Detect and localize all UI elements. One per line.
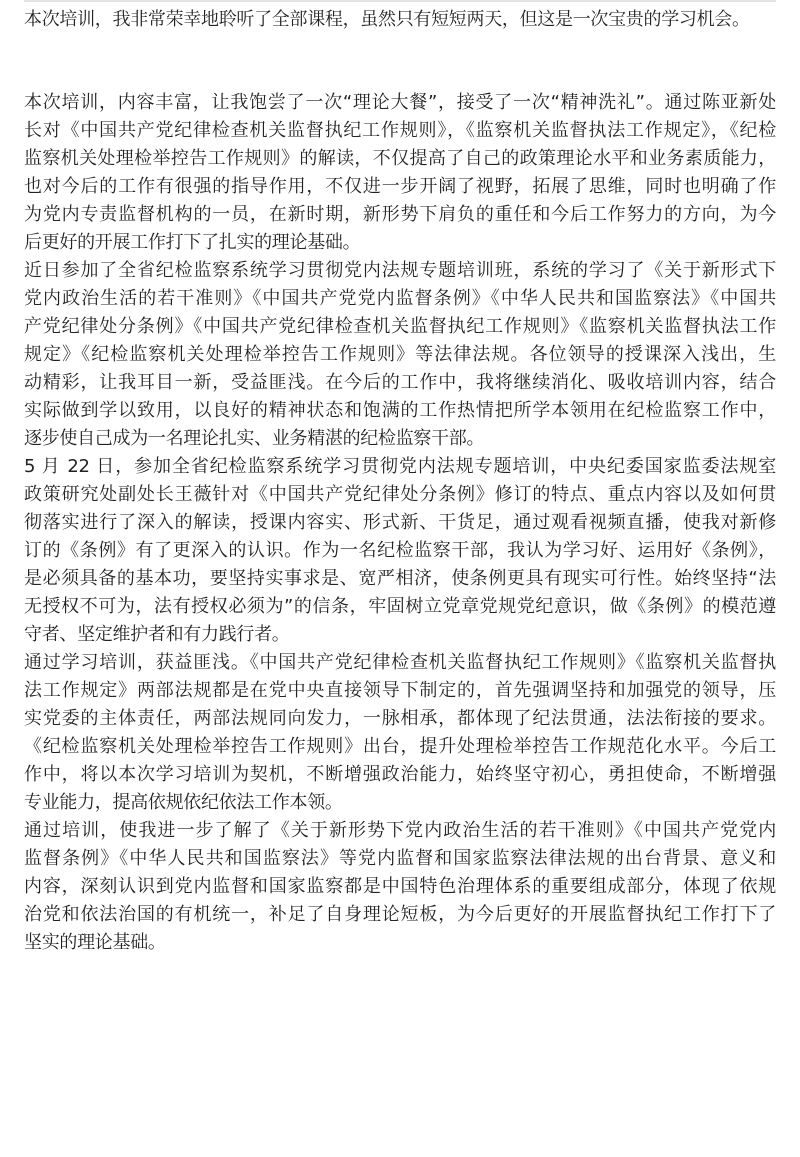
text-line: 坚实的理论基础。 <box>24 932 166 953</box>
text-line: 也对今后的工作有很强的指导作用，不仅进一步开阔了视野，拓展了思维，同时也明确了作 <box>24 176 776 197</box>
text-line: 法工作规定》两部法规都是在党中央直接领导下制定的，首先强调坚持和加强党的领导，压 <box>24 680 776 701</box>
text-line: 作中，将以本次学习培训为契机，不断增强政治能力，始终坚守初心，勇担使命，不断增强 <box>24 764 776 785</box>
text-line: 监督条例》《中华人民共和国监察法》等党内监督和国家监察法律法规的出台背景、意义和 <box>24 848 776 869</box>
text-line: 通过培训，使我进一步了解了《关于新形势下党内政治生活的若干准则》《中国共产党党内 <box>24 820 776 841</box>
text-line: 本次培训，我非常荣幸地聆听了全部课程，虽然只有短短两天，但这是一次宝贵的学习机会。 <box>24 9 750 30</box>
text-line: 动精彩，让我耳目一新，受益匪浅。在今后的工作中，我将继续消化、吸收培训内容，结合 <box>24 372 776 393</box>
text-line: 5 月 22 日，参加全省纪检监察系统学习贯彻党内法规专题培训，中央纪委国家监委法规室 <box>24 456 776 477</box>
text-line: 后更好的开展工作打下了扎实的理论基础。 <box>24 232 361 253</box>
text-line: 专业能力，提高依规依纪依法工作本领。 <box>24 792 343 813</box>
text-line: 逐步使自己成为一名理论扎实、业务精湛的纪检监察干部。 <box>24 428 485 449</box>
text-line: 为党内专责监督机构的一员，在新时期，新形势下肩负的重任和今后工作努力的方向，为今 <box>24 204 776 225</box>
text-line: 长对《中国共产党纪律检查机关监督执纪工作规则》，《监察机关监督执法工作规定》，《纪检 <box>24 120 776 141</box>
text-line: 治党和依法治国的有机统一，补足了自身理论短板，为今后更好的开展监督执纪工作打下了 <box>24 904 776 925</box>
text-line: 无授权不可为，法有授权必须为”的信条，牢固树立党章党规党纪意识，做《条例》的模范遵 <box>24 596 776 617</box>
paragraph <box>24 817 776 957</box>
text-line: 本次培训，内容丰富，让我饱尝了一次“理论大餐”，接受了一次“精神洗礼”。通过陈亚新处 <box>24 92 776 113</box>
intro-paragraph <box>24 6 776 34</box>
text-line: 《纪检监察机关处理检举控告工作规则》出台，提升处理检举控告工作规范化水平。今后工 <box>24 736 776 757</box>
paragraph <box>24 89 776 257</box>
text-line: 政策研究处副处长王薇针对《中国共产党纪律处分条例》修订的特点、重点内容以及如何贯 <box>24 484 776 505</box>
text-line: 内容，深刻认识到党内监督和国家监察都是中国特色治理体系的重要组成部分，体现了依规 <box>24 876 776 897</box>
text-line: 党内政治生活的若干准则》《中国共产党党内监督条例》《中华人民共和国监察法》《中国共 <box>24 288 776 309</box>
text-line: 彻落实进行了深入的解读，授课内容实、形式新、干货足，通过观看视频直播，使我对新修 <box>24 512 776 533</box>
text-line: 通过学习培训，获益匪浅。《中国共产党纪律检查机关监督执纪工作规则》《监察机关监督执 <box>24 652 776 673</box>
paragraph <box>24 257 776 453</box>
text-line: 是必须具备的基本功，要坚持实事求是、宽严相济，使条例更具有现实可行性。始终坚持“法 <box>24 568 776 589</box>
paragraph <box>24 649 776 817</box>
text-line: 守者、坚定维护者和有力践行者。 <box>24 624 290 645</box>
document-body <box>24 6 776 957</box>
text-line: 产党纪律处分条例》《中国共产党纪律检查机关监督执纪工作规则》《监察机关监督执法工作 <box>24 316 776 337</box>
text-line: 规定》《纪检监察机关处理检举控告工作规则》等法律法规。各位领导的授课深入浅出，生 <box>24 344 776 365</box>
paragraph <box>24 453 776 649</box>
cut-off-text-line <box>24 0 776 4</box>
text-line: 监察机关处理检举控告工作规则》的解读，不仅提高了自己的政策理论水平和业务素质能力， <box>24 148 776 169</box>
text-line: 订的《条例》有了更深入的认识。作为一名纪检监察干部，我认为学习好、运用好《条例》， <box>24 540 776 561</box>
text-line: 实际做到学以致用，以良好的精神状态和饱满的工作热情把所学本领用在纪检监察工作中， <box>24 400 776 421</box>
text-line: 实党委的主体责任，两部法规同向发力，一脉相承，都体现了纪法贯通，法法衔接的要求。 <box>24 708 776 729</box>
text-line: 近日参加了全省纪检监察系统学习贯彻党内法规专题培训班，系统的学习了《关于新形式下 <box>24 260 776 281</box>
